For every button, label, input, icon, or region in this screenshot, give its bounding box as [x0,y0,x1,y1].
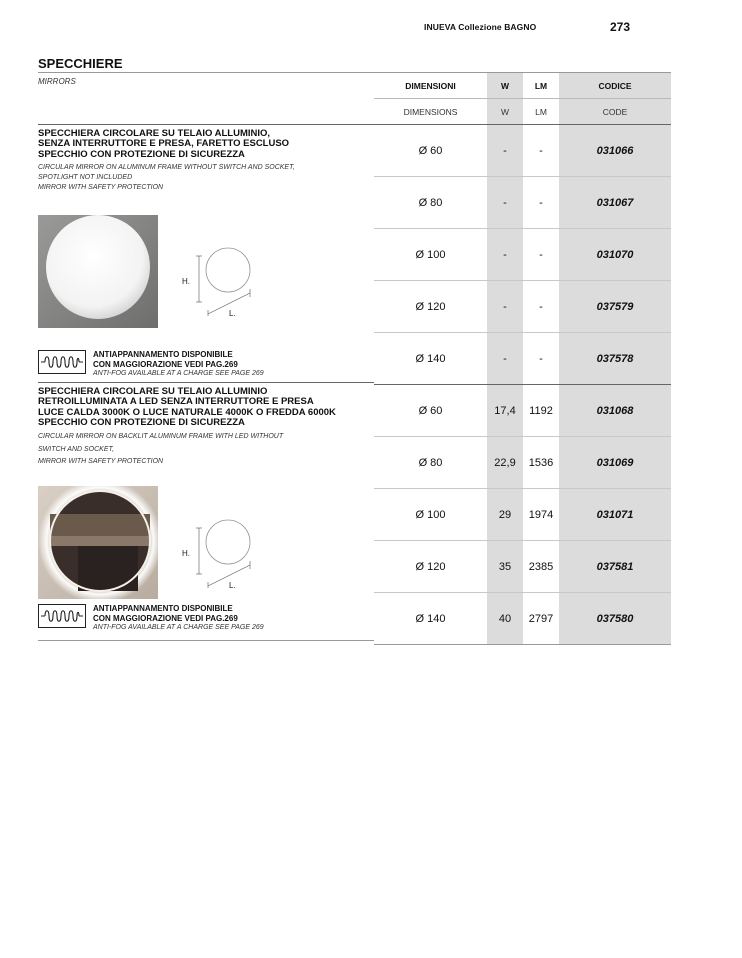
height-label: H. [182,277,190,286]
cell-w: - [487,177,523,229]
desc-line: SPOTLIGHT NOT INCLUDED [38,174,133,181]
cell-dim: Ø 80 [374,437,487,489]
height-label: H. [182,549,190,558]
cell-lm: - [523,177,559,229]
antifog-heater-icon [38,604,86,628]
title-line: SPECCHIERA CIRCOLARE SU TELAIO ALLUMINIO [38,386,268,397]
desc-line: MIRROR WITH SAFETY PROTECTION [38,458,164,465]
title-line: SPECCHIERA CIRCOLARE SU TELAIO ALLUMINIO, [38,128,271,139]
cell-dim: Ø 80 [374,177,487,229]
cell-w: - [487,125,523,177]
antifog-title: ANTIAPPANNAMENTO DISPONIBILE [93,604,233,613]
header-row-en [374,99,671,125]
table-row [374,125,671,177]
cell-lm: - [523,229,559,281]
title-line: SENZA INTERRUTTORE E PRESA, FARETTO ESCLUSO [38,138,290,150]
table-row [374,177,671,229]
cell-code: 037579 [559,281,671,333]
cell-code: 037580 [559,593,671,645]
group-1-description [38,163,368,193]
cell-dim: Ø 120 [374,281,487,333]
cell-w: 35 [487,541,523,593]
cell-code: 031067 [559,177,671,229]
product-photo-mirror [38,215,158,328]
cell-lm: 1536 [523,437,559,489]
cell-dim: Ø 60 [374,385,487,437]
group-2-top-rule [38,382,374,383]
title-line: SPECCHIO CON PROTEZIONE DI SICUREZZA [38,148,245,160]
desc-line: MIRROR WITH SAFETY PROTECTION [38,184,164,191]
col-w-header-en: W [487,99,523,125]
cell-code: 031068 [559,385,671,437]
group-2-title [38,387,372,428]
antifog-heater-icon [38,350,86,374]
col-lm-header: LM [523,73,559,99]
dimension-diagram-1 [178,246,260,316]
table-row [374,593,671,645]
group-2-description [38,431,368,469]
group-1-top-rule [38,124,374,125]
cell-w: - [487,229,523,281]
col-lm-header-en: LM [523,99,559,125]
title-line: LUCE CALDA 3000K O LUCE NATURALE 4000K O FREDDA 6000K [38,406,336,418]
cell-code: 031071 [559,489,671,541]
title-line: RETROILLUMINATA A LED SENZA INTERRUTTORE E PRESA [38,396,314,408]
cell-code: 031069 [559,437,671,489]
cell-dim: Ø 60 [374,125,487,177]
antifog-title: ANTIAPPANNAMENTO DISPONIBILE [93,350,233,359]
cell-w: - [487,333,523,385]
cell-dim: Ø 140 [374,593,487,645]
cell-dim: Ø 100 [374,229,487,281]
table-row [374,385,671,437]
desc-line: CIRCULAR MIRROR ON ALUMINUM FRAME WITHOUT SWITCH AND SOCKET, [38,164,295,171]
title-line: SPECCHIO CON PROTEZIONE DI SICUREZZA [38,416,245,428]
antifog-subtitle: CON MAGGIORAZIONE VEDI PAG.269 [93,360,238,369]
page-number: 273 [610,20,631,34]
cell-w: 29 [487,489,523,541]
cell-w: 17,4 [487,385,523,437]
antifog-note-2 [38,604,338,631]
cell-lm: - [523,281,559,333]
cell-code: 031070 [559,229,671,281]
col-code-header-en: CODE [559,99,671,125]
antifog-subtitle: CON MAGGIORAZIONE VEDI PAG.269 [93,614,238,623]
group-1-title [38,129,372,160]
section-subtitle: MIRRORS [38,77,76,86]
spec-table [374,73,671,645]
section-title: SPECCHIERE [38,56,123,71]
antifog-note-1 [38,350,338,377]
dimension-diagram-2 [178,518,260,588]
col-w-header: W [487,73,523,99]
col-dim-header-en: DIMENSIONS [374,99,487,125]
desc-line: SWITCH AND SOCKET, [38,445,115,453]
table-row [374,281,671,333]
cell-dim: Ø 120 [374,541,487,593]
cell-w: - [487,281,523,333]
cell-code: 037581 [559,541,671,593]
cell-lm: - [523,125,559,177]
table-row [374,437,671,489]
table-row [374,333,671,385]
product-photo-backlit-mirror [38,486,158,599]
header-brand: INUEVA Collezione BAGNO [424,22,537,32]
cell-w: 22,9 [487,437,523,489]
cell-lm: 1974 [523,489,559,541]
cell-code: 037578 [559,333,671,385]
header-row-it [374,73,671,99]
table-row [374,541,671,593]
cell-lm: 2797 [523,593,559,645]
col-dim-header: DIMENSIONI [374,73,487,99]
cell-lm: 1192 [523,385,559,437]
antifog-english: ANTI-FOG AVAILABLE AT A CHARGE SEE PAGE 269 [93,370,264,377]
cell-lm: 2385 [523,541,559,593]
cell-code: 031066 [559,125,671,177]
length-label: L. [229,581,236,588]
table-row [374,489,671,541]
cell-w: 40 [487,593,523,645]
antifog-english: ANTI-FOG AVAILABLE AT A CHARGE SEE PAGE 269 [93,624,264,631]
cell-lm: - [523,333,559,385]
cell-dim: Ø 100 [374,489,487,541]
desc-line: CIRCULAR MIRROR ON BACKLIT ALUMINUM FRAME WITH LED WITHOUT [38,433,284,440]
col-code-header: CODICE [559,73,671,99]
table-row [374,229,671,281]
cell-dim: Ø 140 [374,333,487,385]
length-label: L. [229,309,236,316]
bottom-rule [38,640,374,641]
